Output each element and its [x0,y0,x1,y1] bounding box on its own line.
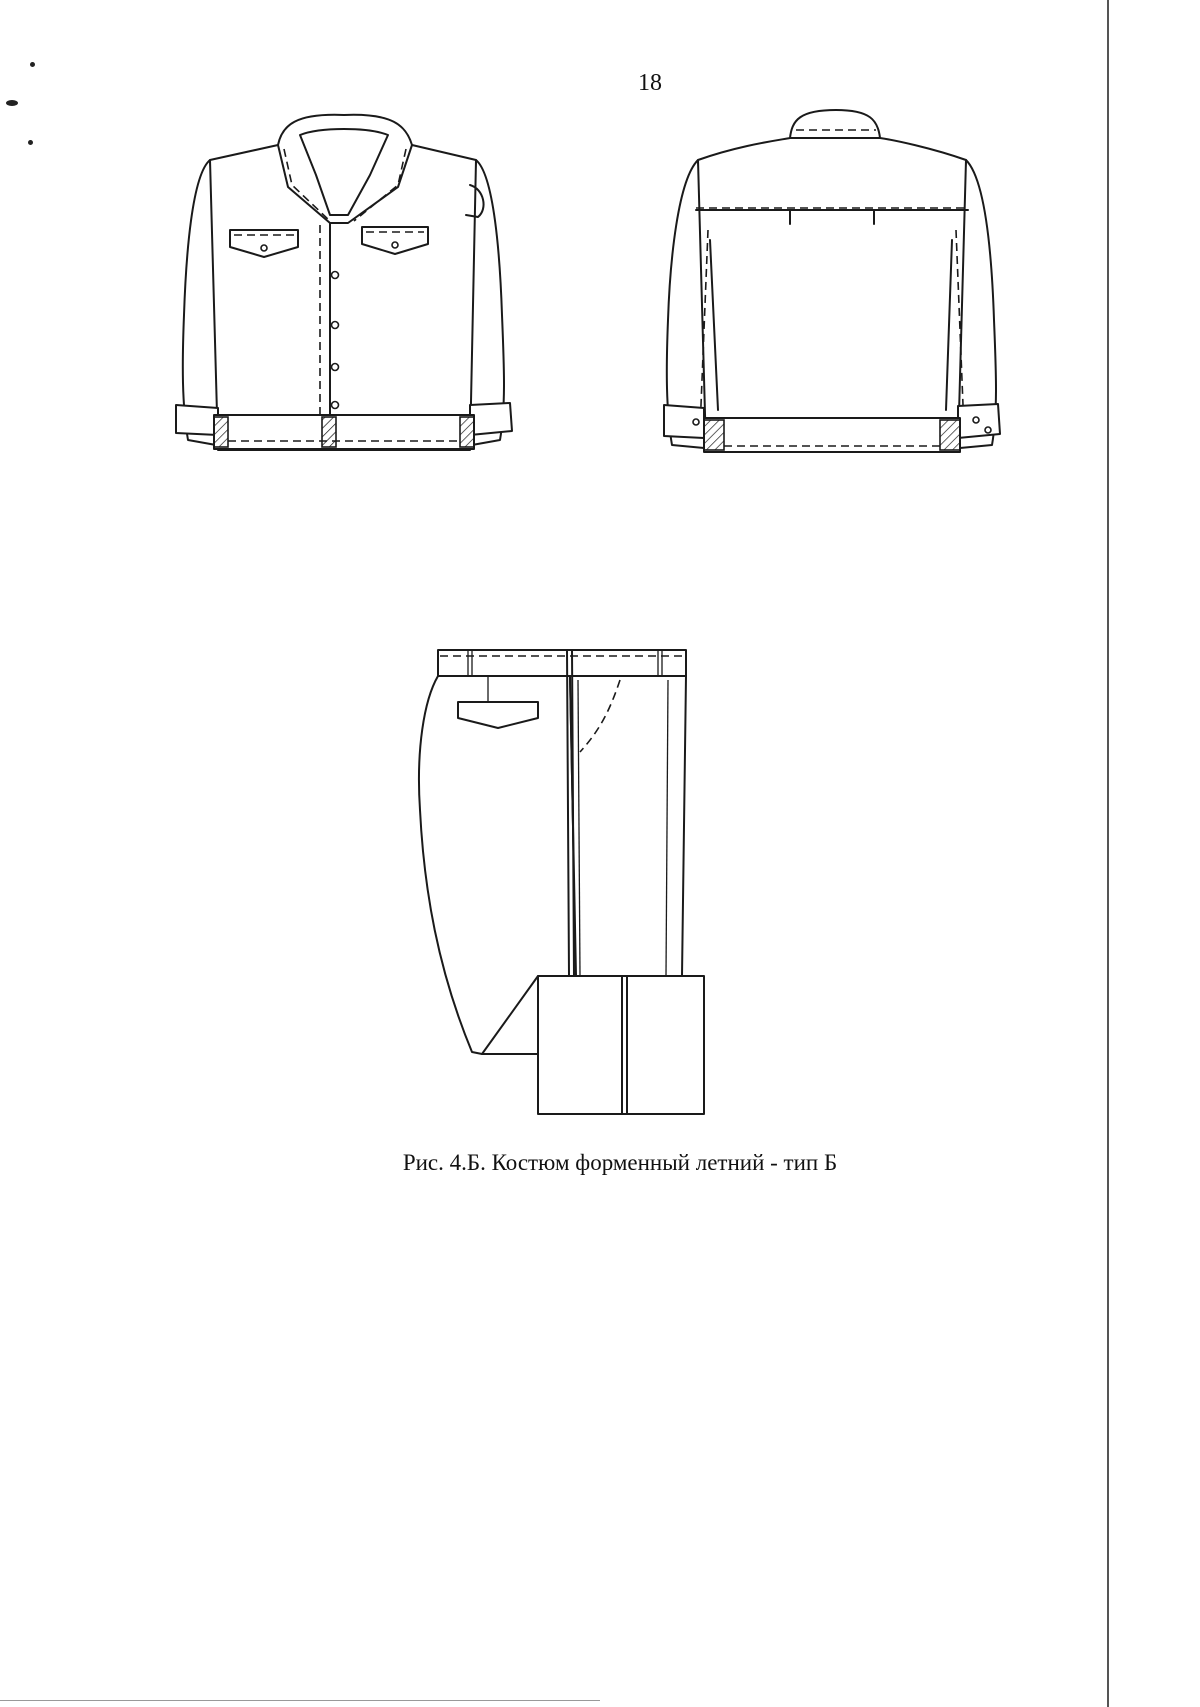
pocket-button [392,242,398,248]
button [332,402,339,409]
jacket-back-body [698,138,966,450]
scan-bottom-line [0,1700,600,1701]
scan-speck [6,100,18,106]
back-collar [790,110,880,138]
button [332,272,339,279]
button [332,364,339,371]
scan-speck [30,62,35,67]
trousers-drawing [410,640,740,1120]
right-cuff [470,403,512,435]
cuff-button [693,419,699,425]
page-number: 18 [638,70,662,96]
left-cuff [176,405,218,435]
jacket-back-drawing [640,100,1040,500]
waistband [704,418,960,452]
scan-speck [28,140,33,145]
pocket-button [261,245,267,251]
cuff-button [973,417,979,423]
trouser-leg-right [570,676,686,976]
button [332,322,339,329]
trousers-waistband [438,650,686,676]
jacket-front-drawing [170,105,550,500]
cuff-button [985,427,991,433]
waistband [214,415,474,449]
scan-edge-line [1107,0,1109,1707]
figure-caption: Рис. 4.Б. Костюм форменный летний - тип Б [402,1150,838,1175]
